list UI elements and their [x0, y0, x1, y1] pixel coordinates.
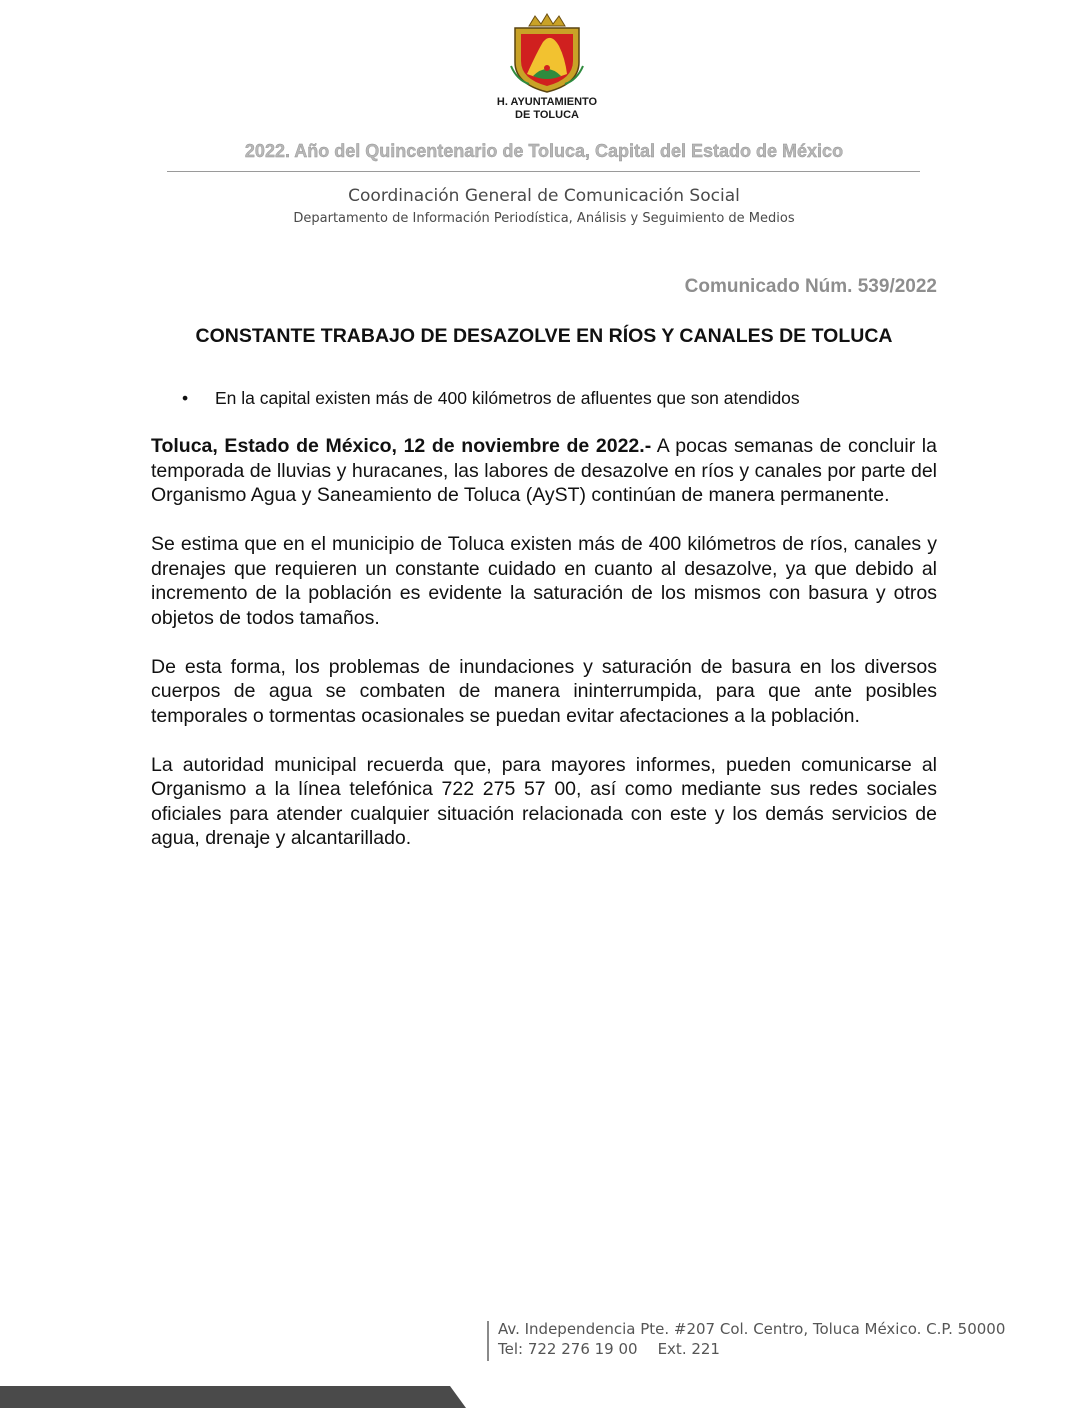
logo-text-line2: DE TOLUCA — [515, 109, 579, 121]
paragraph-3: De esta forma, los problemas de inundaciones y saturación de basura en los diversos cuerpos de agua se combaten de manera ininterrumpida, para que ante posibles temporales o tormentas ocasionales se puedan evitar afectaciones a la población. — [151, 655, 937, 727]
coordination-title: Coordinación General de Comunicación Social — [348, 186, 740, 206]
footer-phone — [498, 1340, 720, 1358]
summary-bullet — [182, 388, 800, 409]
header-divider — [167, 171, 920, 172]
coat-of-arms-icon — [507, 12, 587, 96]
paragraph-4: La autoridad municipal recuerda que, para mayores informes, pueden comunicarse al Organismo a la línea telefónica 722 275 57 00, así como mediante sus redes sociales oficiales para atender cualquier situación relacionada con este y los demás servicios de agua, drenaje y alcantarillado. — [151, 753, 937, 849]
press-release-headline: CONSTANTE TRABAJO DE DESAZOLVE EN RÍOS Y CANALES DE TOLUCA — [195, 325, 893, 347]
paragraph-2: Se estima que en el municipio de Toluca existen más de 400 kilómetros de ríos, canales y drenajes que requieren un constante cuidado en cuanto al desazolve, ya que debido al incremento de la población es evidente la saturación de los mismos con basura y otros objetos de todos tamaños. — [151, 533, 937, 629]
commemorative-year-line: 2022. Año del Quincentenario de Toluca, Capital del Estado de México — [244, 141, 844, 161]
bullet-icon: • — [182, 388, 189, 408]
bullet-text: En la capital existen más de 400 kilómetros de afluentes que son atendidos — [215, 388, 800, 408]
footer-divider — [487, 1321, 489, 1361]
department-subtitle: Departamento de Información Periodística, Análisis y Seguimiento de Medios — [293, 211, 795, 226]
toluca-coat-of-arms-logo — [487, 12, 607, 122]
paragraph-1 — [151, 434, 937, 508]
bottom-decorative-stripe — [0, 1386, 466, 1408]
footer-tel: Tel: 722 276 19 00 — [498, 1340, 638, 1358]
logo-text-line1: H. AYUNTAMIENTO — [496, 96, 598, 108]
paragraph-1-text: A pocas semanas de concluir la temporada de lluvias y huracanes, las labores de desazolve en ríos y canales por parte del Organismo Agua y Saneamiento de Toluca (AyST) continúan de manera permanente. — [151, 435, 937, 506]
dateline: Toluca, Estado de México, 12 de noviembre de 2022.- — [151, 435, 652, 457]
footer-address: Av. Independencia Pte. #207 Col. Centro, Toluca México. C.P. 50000 — [498, 1320, 1006, 1338]
press-release-body — [151, 434, 937, 875]
press-release-number: Comunicado Núm. 539/2022 — [684, 276, 937, 297]
footer-ext: Ext. 221 — [657, 1340, 720, 1358]
